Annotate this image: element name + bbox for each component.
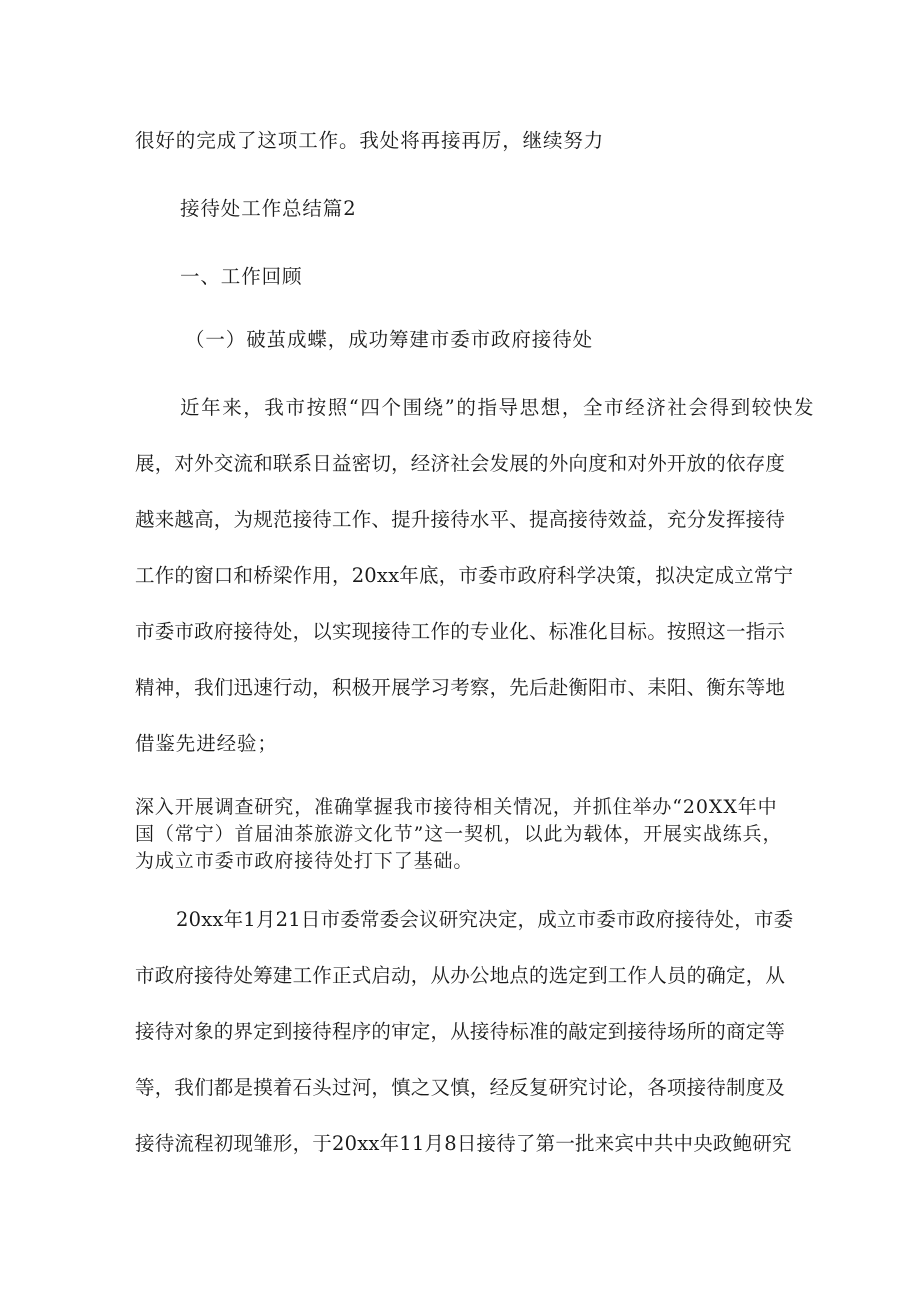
text-line-continuation: 很好的完成了这项工作。我处将再接再厉，继续努力 — [135, 129, 605, 152]
paragraph-line: 接待对象的界定到接待程序的审定，从接待标准的敲定到接待场所的商定等 — [135, 1020, 786, 1043]
article-heading: 接待处工作总结篇2 — [180, 197, 357, 220]
paragraph-line: 市政府接待处筹建工作正式启动，从办公地点的选定到工作人员的确定，从 — [135, 964, 786, 987]
paragraph-line: 借鉴先进经验； — [135, 732, 278, 755]
paragraph-line: 近年来，我市按照“四个围绕”的指导思想，全市经济社会得到较快发 — [180, 396, 816, 419]
paragraph-line: 工作的窗口和桥梁作用，20xx年底，市委市政府科学决策，拟决定成立常宁 — [135, 564, 794, 587]
paragraph-line: 市委市政府接待处，以实现接待工作的专业化、标准化目标。按照这一指示 — [135, 620, 786, 643]
paragraph-line: 等，我们都是摸着石头过河，慎之又慎，经反复研究讨论，各项接待制度及 — [135, 1076, 786, 1099]
paragraph-line: 接待流程初现雏形，于20xx年11月8日接待了第一批来宾中共中央政鲍研究 — [135, 1132, 792, 1155]
paragraph-line: 越来越高，为规范接待工作、提升接待水平、提高接待效益，充分发挥接待 — [135, 508, 786, 531]
paragraph-line: 展，对外交流和联系日益密切，经济社会发展的外向度和对外开放的依存度 — [135, 452, 786, 475]
section-heading: 一、工作回顾 — [180, 265, 303, 288]
paragraph-line: 精神，我们迅速行动，积极开展学习考察，先后赴衡阳市、耒阳、衡东等地 — [135, 676, 786, 699]
subsection-heading: （一）破茧成蝶，成功筹建市委市政府接待处 — [185, 328, 594, 351]
paragraph-2: 深入开展调查研究，准确掌握我市接待相关情况，并抓住举办“20XX年中国（常宁）首届油茶旅游文化节”这一契机，以此为载体，开展实战练兵，为成立市委市政府接待处打下了基础。 — [135, 796, 783, 872]
paragraph-line: 20xx年1月21日市委常委会议研究决定，成立市委市政府接待处，市委 — [176, 908, 794, 931]
